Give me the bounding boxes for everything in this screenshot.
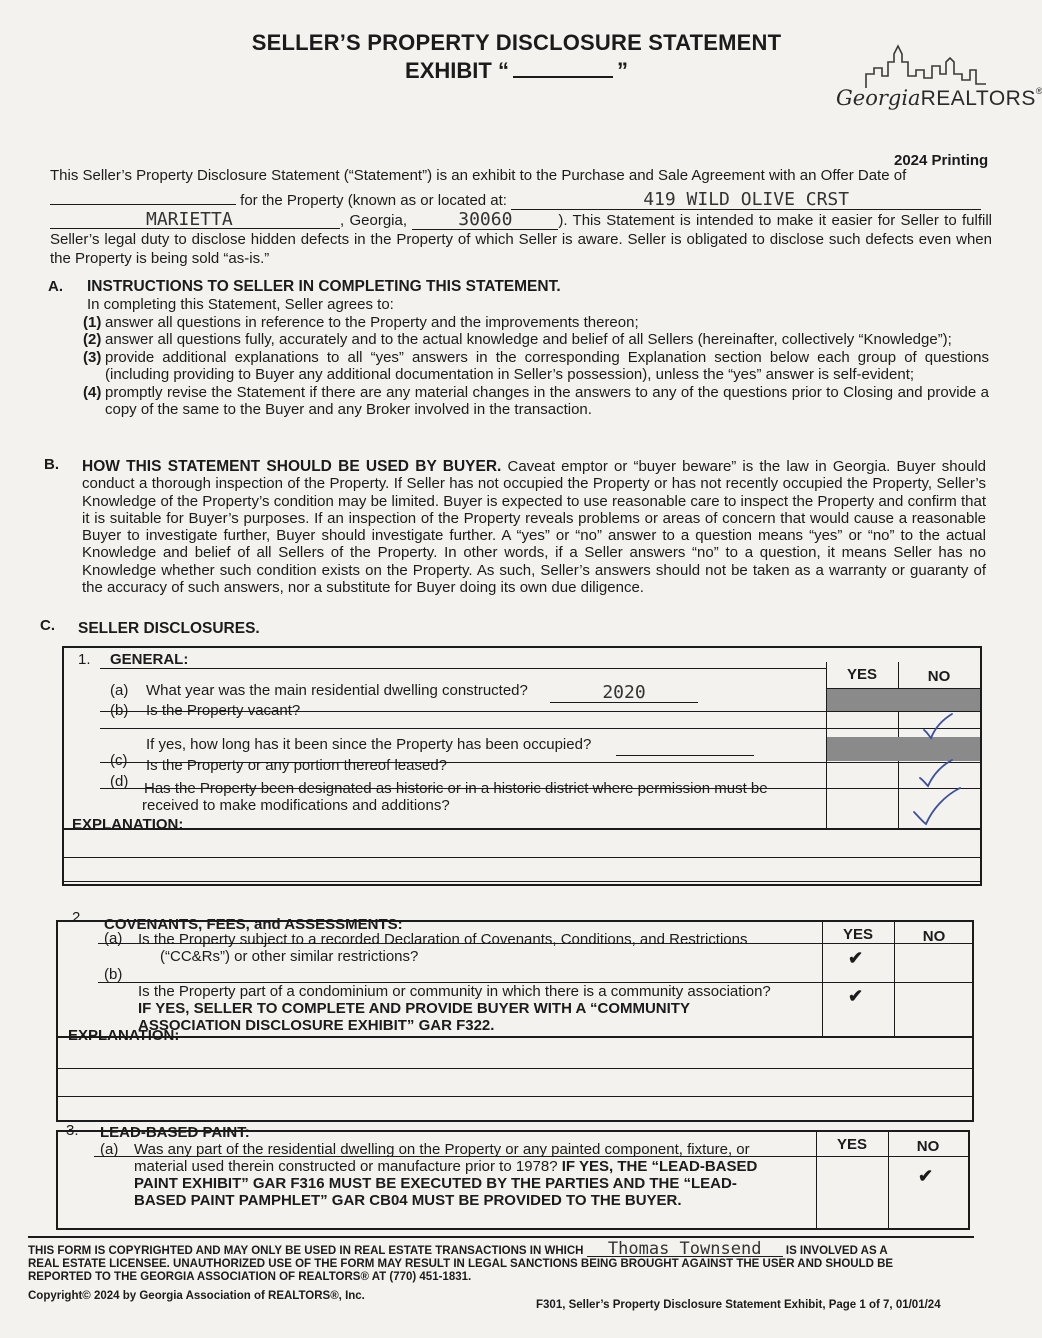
- form-title: SELLER’S PROPERTY DISCLOSURE STATEMENT: [251, 30, 782, 55]
- general-explanation-label: EXPLANATION:: [72, 816, 184, 833]
- no-checkbox-historic[interactable]: [912, 786, 962, 826]
- logo-wordmark: [836, 86, 1042, 111]
- georgia-realtors-logo: [836, 40, 1042, 120]
- question-text-part: IF YES, THE “LEAD-BASED: [561, 1158, 758, 1175]
- instruction-num: (1): [83, 313, 102, 331]
- instruction-text: answer all questions in reference to the Property and the improvements thereon;: [105, 313, 639, 331]
- intro-p3: ). This Statement is intended to make it easier for Seller to fulfill Seller’s legal duty to disclose hidden defects in the Property of which Seller is aware. Seller is obligated to disclose such defects even when the Property is being sold “as-is.”: [50, 212, 992, 267]
- georgia-label: , Georgia,: [340, 212, 408, 229]
- rule: [100, 728, 980, 729]
- covenants-num: 2.: [72, 909, 85, 926]
- instruction-num: (4): [83, 383, 102, 401]
- question-text: BASED PAINT PAMPHLET” GAR CB04 MUST BE PROVIDED TO THE BUYER.: [134, 1192, 682, 1209]
- section-a-lead: In completing this Statement, Seller agrees to:: [87, 296, 394, 313]
- offer-date-field[interactable]: [50, 185, 236, 205]
- question-text: Is the Property part of a condominium or community in which there is a community association?: [138, 983, 771, 1000]
- section-a-heading: INSTRUCTIONS TO SELLER IN COMPLETING THIS STATEMENT.: [87, 278, 561, 295]
- instruction-text: promptly revise the Statement if there are any material changes in the answers to any of the questions prior to Closing and provide a copy of the same to the Buyer and any Broker involved in the transaction.: [105, 383, 989, 418]
- footer-line-2: REAL ESTATE LICENSEE. UNAUTHORIZED USE OF THE FORM MAY RESULT IN LEGAL SANCTIONS BEING BROUGHT AGAINST THE USER AND SHOULD BE: [28, 1258, 894, 1270]
- question-label: (a): [110, 682, 129, 699]
- question-text: PAINT EXHIBIT” GAR F316 MUST BE EXECUTED BY THE PARTIES AND THE “LEAD-: [134, 1175, 737, 1192]
- question-label: (b): [104, 966, 123, 983]
- address-field[interactable]: 419 WILD OLIVE CRST: [511, 190, 981, 210]
- question-label: (a): [100, 1141, 119, 1158]
- general-yes-header: YES: [846, 666, 877, 683]
- city-field[interactable]: MARIETTA: [50, 210, 340, 229]
- question-text: Is the Property or any portion thereof leased?: [146, 757, 448, 774]
- rule: [58, 1036, 972, 1038]
- instruction-item: [83, 349, 989, 384]
- lead-num: 3.: [66, 1122, 79, 1139]
- general-heading: GENERAL:: [110, 651, 189, 668]
- question-text: If yes, how long has it been since the Property has been occupied?: [146, 736, 592, 753]
- covenants-heading: COVENANTS, FEES, and ASSESSMENTS:: [104, 916, 403, 933]
- question-label: (a): [104, 930, 123, 947]
- covenants-no-header: NO: [922, 928, 946, 945]
- covenants-yes-header: YES: [842, 926, 873, 943]
- no-checkbox-leased[interactable]: [918, 758, 954, 788]
- question-text: Has the Property been designated as historic or in a historic district where permission must be: [144, 780, 768, 797]
- intro-p2: for the Property (known as or located at:: [240, 192, 507, 209]
- section-b: [82, 458, 986, 596]
- footer-text: THIS FORM IS COPYRIGHTED AND MAY ONLY BE USED IN REAL ESTATE TRANSACTIONS IN WHICH: [28, 1245, 584, 1257]
- form-reference: F301, Seller’s Property Disclosure Statement Exhibit, Page 1 of 7, 01/01/24: [536, 1299, 941, 1311]
- lead-yes-header: YES: [836, 1136, 867, 1153]
- logo-reg: ®: [1035, 86, 1042, 96]
- footer-text: IS INVOLVED AS A: [785, 1245, 888, 1257]
- shaded-cell: [827, 689, 980, 711]
- question-text: IF YES, SELLER TO COMPLETE AND PROVIDE BUYER WITH A “COMMUNITY: [138, 1000, 690, 1017]
- question-text: Was any part of the residential dwelling on the Property or any painted component, fixture, or: [134, 1141, 750, 1158]
- question-text: [134, 1158, 757, 1175]
- explanation-line[interactable]: [64, 881, 980, 882]
- year-built-field[interactable]: 2020: [550, 683, 698, 703]
- logo-script: Georgia: [836, 86, 921, 110]
- vacancy-duration-field[interactable]: [616, 736, 754, 756]
- section-c-letter: C.: [40, 617, 55, 634]
- zip-field[interactable]: 30060: [412, 210, 558, 230]
- logo-word: REALTORS: [920, 87, 1036, 110]
- section-b-heading: HOW THIS STATEMENT SHOULD BE USED BY BUYER.: [82, 458, 502, 475]
- section-a-letter: A.: [48, 278, 63, 295]
- intro-p1: This Seller’s Property Disclosure Statement (“Statement”) is an exhibit to the Purchase and Sale Agreement with an Offer Date of: [50, 167, 907, 184]
- licensee-field[interactable]: Thomas Townsend: [587, 1242, 783, 1257]
- skyline-icon: [836, 40, 1016, 90]
- question-text-part: material used therein constructed or manufacture prior to 1978?: [134, 1158, 558, 1175]
- general-no-header: NO: [927, 668, 951, 685]
- footer-rule: [28, 1236, 974, 1238]
- footer-line-1: [28, 1239, 972, 1259]
- copyright-notice: [28, 1239, 972, 1284]
- question-text: received to make modifications and additions?: [142, 797, 450, 814]
- general-num: 1.: [78, 651, 91, 668]
- section-a: [83, 278, 989, 419]
- covenants-explanation-label: EXPLANATION:: [68, 1027, 180, 1044]
- question-text: ASSOCIATION DISCLOSURE EXHIBIT” GAR F322.: [138, 1017, 495, 1034]
- question-text: (“CC&Rs”) or other similar restrictions?: [160, 948, 419, 965]
- lead-heading: LEAD-BASED PAINT:: [100, 1124, 250, 1141]
- instruction-num: (2): [83, 331, 102, 348]
- question-label: (c): [110, 752, 128, 769]
- question-label: (b): [110, 702, 129, 719]
- explanation-line[interactable]: [64, 857, 980, 858]
- instruction-text: answer all questions fully, accurately and to the actual knowledge and belief of all Sellers (hereinafter, collectively “Knowledge”);: [105, 331, 952, 348]
- explanation-line[interactable]: [58, 1096, 972, 1097]
- explanation-line[interactable]: [58, 1068, 972, 1069]
- no-checkbox-vacant[interactable]: [922, 712, 954, 740]
- yes-checkbox-ccrs[interactable]: ✔: [848, 948, 864, 968]
- no-checkbox-lead-paint[interactable]: ✔: [918, 1166, 934, 1186]
- yes-checkbox-community[interactable]: ✔: [848, 986, 864, 1006]
- question-text: What year was the main residential dwelling constructed?: [146, 682, 528, 699]
- instruction-item: [83, 331, 989, 349]
- rule: [64, 828, 980, 830]
- exhibit-prefix: EXHIBIT “: [405, 58, 509, 83]
- rule: [100, 668, 826, 669]
- section-c-heading: SELLER DISCLOSURES.: [78, 620, 260, 637]
- instruction-text: provide additional explanations to all “yes” answers in the corresponding Explanation section below each group of questions (including providing to Buyer any additional documentation in Seller’s possession), unless the “yes” answer is self-evident;: [105, 348, 989, 383]
- printing-year: 2024 Printing: [894, 152, 989, 169]
- instruction-num: (3): [83, 348, 102, 366]
- question-text: Is the Property subject to a recorded Declaration of Covenants, Conditions, and Restrictions: [138, 931, 748, 948]
- question-label: (d): [110, 773, 129, 790]
- instruction-item: [83, 314, 989, 332]
- copyright-line: Copyright© 2024 by Georgia Association of REALTORS®, Inc.: [28, 1290, 365, 1302]
- exhibit-blank: [513, 58, 613, 78]
- lead-no-header: NO: [916, 1138, 940, 1155]
- question-text: Is the Property vacant?: [146, 702, 301, 719]
- shaded-cell: [827, 737, 980, 761]
- exhibit-suffix: ”: [616, 58, 628, 83]
- section-b-text: Caveat emptor or “buyer beware” is the law in Georgia. Buyer should conduct a thorough inspection of the Property. If Seller has not occupied the Property or has not recently occupied the Property, Seller’s Knowledge of the Property’s condition may be limited. Buyer is expected to use reasonable care to inspect the Property and confirm that it is suitable for Buyer’s purposes. If an inspection of the Property reveals problems or areas of concern that would cause a reasonable Buyer to investigate further, Buyer should investigate further. A “yes” or “no” answer to a question means “yes” or “no” to the actual Knowledge and belief of all Sellers of the Property. In other words, if a Seller answers “no” to a question, it means Seller has no Knowledge whether such condition exists on the Property. As such, Seller’s answers should not be taken as a warranty or guaranty of the accuracy of such answers, nor a substitute for Buyer doing its own due diligence.: [82, 458, 986, 597]
- instruction-item: [83, 384, 989, 419]
- intro-paragraph: [50, 166, 992, 268]
- section-b-letter: B.: [44, 456, 59, 473]
- footer-line-3: REPORTED TO THE GEORGIA ASSOCIATION OF REALTORS® AT (770) 451-1831.: [28, 1271, 472, 1283]
